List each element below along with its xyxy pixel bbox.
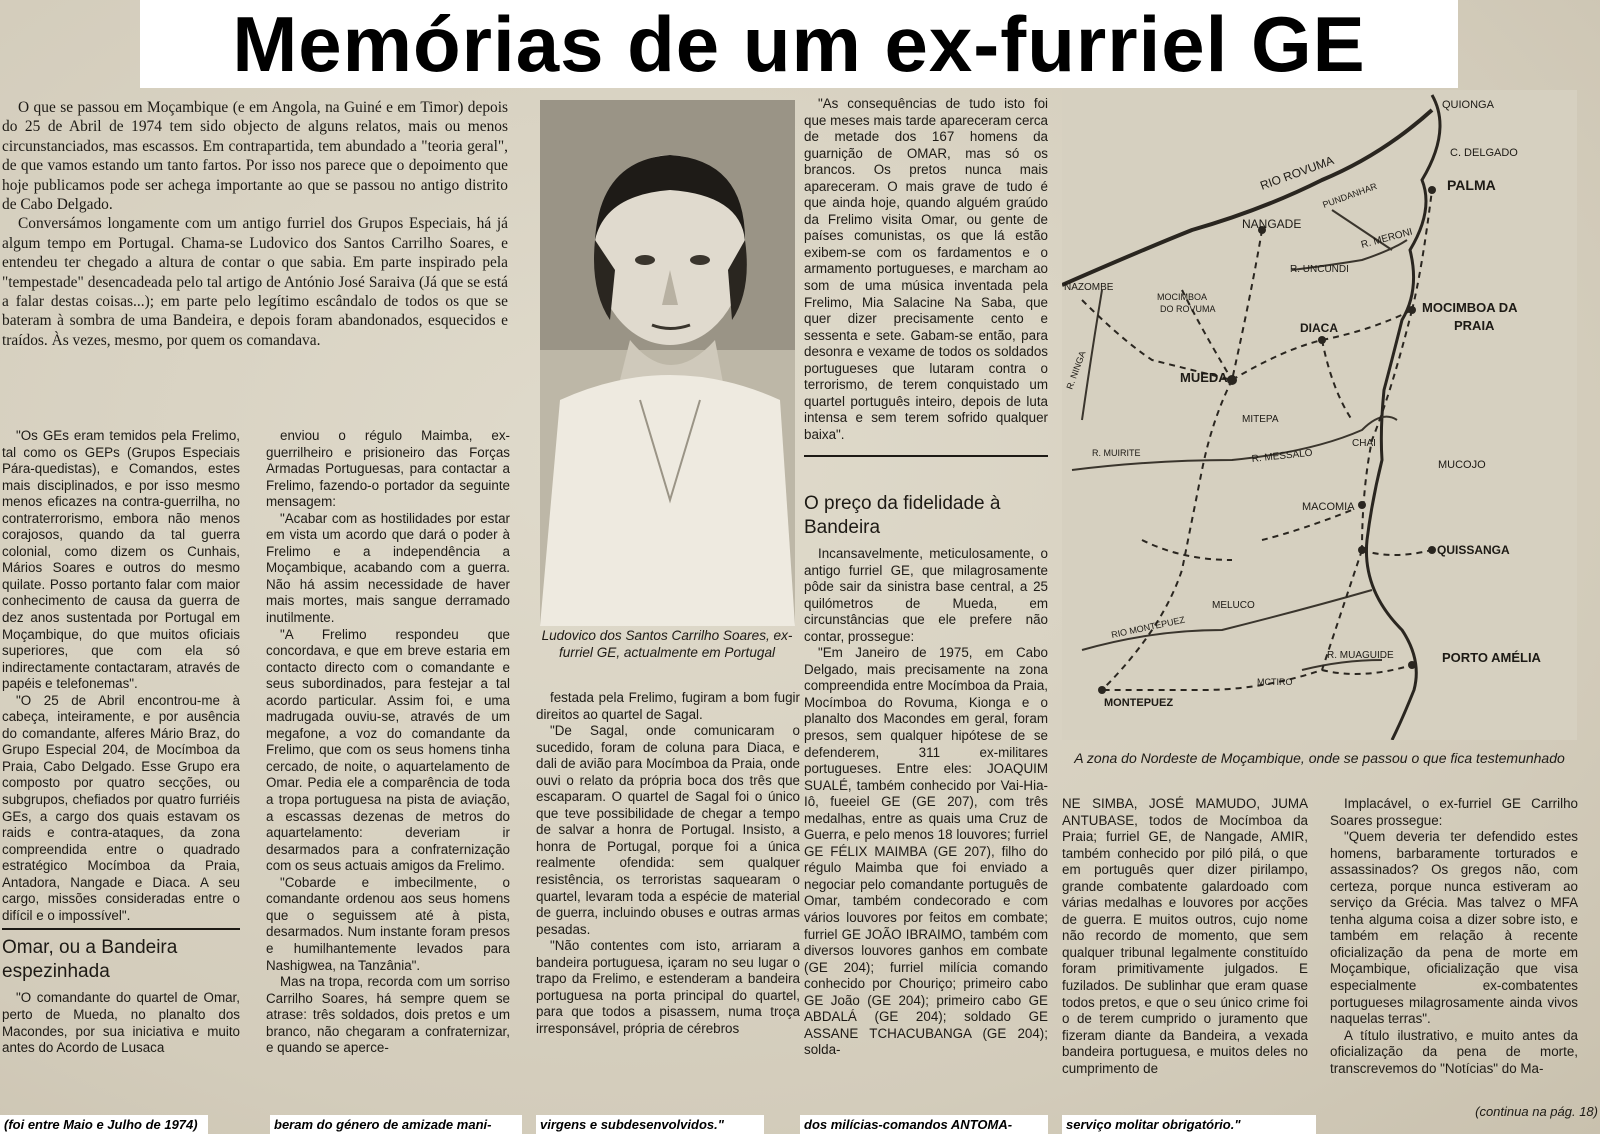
map-label: RIO MONTEPUEZ (1110, 614, 1186, 640)
map-cabo-delgado (1062, 90, 1577, 740)
intro-paragraph: Conversámos longamente com um antigo furriel dos Grupos Especiais, há já algum tempo em Portugal. Chama-se Ludovico dos Santos Carrilho Soares, e entendeu ter chegado a altura de contar o que sabia. Em parte inspirado pela "tempestade" desencadeada pelo tal artigo de António José Saraiva (Já que se está a falar destas coisas...); em parte pelo legítimo escândalo de todos os que se bateram à sombra de uma Bandeira, e depois foram abandonados, esquecidos e traídos. Às vezes, mesmo, por quem os comandava. (2, 215, 508, 349)
body-paragraph: "O comandante do quartel de Omar, perto de Mueda, no planalto dos Macondes, por sua iniciativa e muito antes do Acordo de Lusaca (2, 990, 240, 1056)
footer-caption: serviço molitar obrigatório." (1062, 1115, 1316, 1134)
map-label: PUNDANHAR (1321, 180, 1379, 210)
map-label: R. MUAGUIDE (1327, 650, 1394, 661)
body-paragraph: NE SIMBA, JOSÉ MAMUDO, JUMA ANTUBASE, todos de Mocímboa da Praia; furriel GE, de Nangade, AMIR, também conhecido por piló pilá, o que em português quer dizer pirilampo, grande combatente galardoado com várias medalhas e louvores por acções de guerra. E muitos outros, cujo nome não recordo de momento, que sem qualquer tribunal legalmente constituído foram primitivamente julgados. E fuzilados. De sublinhar que eram quase todos pretos, e que o seu único crime foi o de terem cumprido o juramento que fizeram diante da Bandeira, a vexada bandeira portuguesa, e muitos deles no cumprimento de (1062, 796, 1308, 1076)
body-paragraph: A título ilustrativo, e muito antes da oficialização da pena de morte, transcrevemos do "Notícias" do Ma- (1330, 1027, 1578, 1076)
map-caption: A zona do Nordeste de Moçambique, onde se passou o que fica testemunhado (1074, 750, 1565, 766)
map-label: MELUCO (1212, 600, 1255, 611)
map-label: MUCOJO (1438, 459, 1486, 471)
map-label: MOCIMBOA DA (1422, 300, 1518, 315)
map-illustration (1062, 90, 1577, 740)
map-label: R. UNCUNDI (1290, 264, 1349, 275)
subhead-omar: Omar, ou a Bandeira espezinhada (2, 937, 178, 983)
column-6 (1330, 796, 1578, 1077)
map-label: NANGADE (1242, 217, 1302, 231)
body-paragraph: "Em Janeiro de 1975, em Cabo Delgado, mais precisamente na zona compreendida entre Mocímboa da Praia, Mocímboa do Rovuma, Kionga e o planalto dos Macondes em geral, foram presos, sem qualquer hipótese de se defenderem, 311 ex-militares portugueses. Entre eles: JOAQUIM SUALÉ, também conhecido por Vai-Hia-Iô, fueeiel GE (GE 207), com três medalhas, entre as quais uma Cruz de Guerra, e pelo menos 18 louvores; furriel GE FÉLIX MAIMBA (GE 207), filho do régulo Maimba que foi enviado a negociar pelo comandante português de Omar, também condecorado e com vários louvores por feitos em combate; furriel GE JOÃO IBRAIMO, também com diversos louvores ganhos em combate (GE 204); furriel milícia comando conhecido por Chouriço; primeiro cabo GE João (GE 204); primeiro cabo GE ABDALÁ (GE 204); soldado GE ASSANE TCHACUBANGA (GE 204); solda- (804, 645, 1048, 1058)
headline: Memórias de um ex-furriel GE (140, 0, 1458, 88)
map-label: CHAI (1352, 438, 1376, 449)
body-paragraph: "Os GEs eram temidos pela Frelimo, tal como os GEPs (Grupos Especiais Pára-quedistas), e Comandos, estes mais disciplinados, e por isso mesmo menos eficazes na contra-guerrilha, no contraterrorismo, embora não menos corajosos, quando da tal guerra colonial, como dizem os Cunhais, Mários Soares e outros do mesmo quilate. Posso portanto falar com maior conhecimento de causa da guerra de dez anos sustentada por Portugal em Moçambique, do que muitos oficiais superiores, que com ela só indirectamente contactaram, através de papéis e telefonemas". (2, 428, 240, 692)
map-label: PALMA (1447, 177, 1496, 193)
map-label: MUEDA (1180, 370, 1228, 385)
map-label: MITEPA (1242, 414, 1279, 425)
column-4-top (804, 96, 1048, 457)
column-5 (1062, 796, 1308, 1077)
section-rule (2, 928, 240, 930)
footer-caption: virgens e subdesenvolvidos." (536, 1115, 764, 1134)
map-label: RIO ROVUMA (1258, 153, 1336, 193)
map-label: QUISSANGA (1437, 543, 1510, 557)
column-3 (536, 690, 800, 1037)
footer-caption: beram do género de amizade mani- (270, 1115, 522, 1134)
body-paragraph: Incansavelmente, meticulosamente, o antigo furriel GE, que milagrosamente pôde sair da sinistra base central, a 25 quilómetros de Mueda, em circunstâncias que ele prefere não contar, prossegue: (804, 546, 1048, 644)
footer-caption: dos milícias-comandos ANTOMA- (800, 1115, 1048, 1134)
body-paragraph: "Quem deveria ter defendido estes homens, barbaramente torturados e assassinados? Os gregos não, com certeza, porque nunca estiveram ao serviço da Grécia. Mas talvez o MFA tenha alguma coisa a dizer sobre isto, e também em relação à recente oficialização da pena de morte em Moçambique, oficialização que visa especialmente ex-combatentes portugueses milagrosamente ainda vivos naquelas terras". (1330, 829, 1578, 1027)
subhead-preco: O preço da fidelidade à Bandeira (804, 493, 1001, 538)
map-label: MCTIRO (1257, 677, 1293, 687)
body-paragraph: "Acabar com as hostilidades por estar em vista um acordo que dará o poder à Frelimo e a independência a Moçambique, acabando com a guerra. Não há assim necessidade de haver mais mortes, mais sangue derramado inutilmente. (266, 510, 510, 626)
continuation-note: (continua na pág. 18) (1475, 1104, 1598, 1119)
map-label: R. MESSALO (1251, 447, 1314, 465)
body-paragraph: "O 25 de Abril encontrou-me à cabeça, inteiramente, e por ausência do comandante, alferes Mário Braz, do Grupo Especial 204, de Mocímboa da Praia, Cabo Delgado. Esse Grupo era composto por quatro secções, ou subgrupos, chefiados por quatro furriéis GEs, a cargo dos quais estavam os raids e contra-ataques, da zona compreendida entre o quadrado estratégico Mocímboa da Praia, Antadora, Nangade e Diaca. A seu cargo, missões consideradas entre o difícil e o impossível". (2, 692, 240, 923)
map-label: C. DELGADO (1450, 147, 1518, 159)
section-rule (804, 455, 1048, 457)
map-label: R. MUIRITE (1092, 448, 1141, 458)
map-label: R. MERONI (1359, 226, 1414, 251)
map-label: QUIONGA (1442, 99, 1494, 111)
map-label: MONTEPUEZ (1104, 697, 1174, 709)
map-label: MACOMIA (1302, 501, 1355, 513)
body-paragraph: "Cobarde e imbecilmente, o comandante ordenou aos seus homens que o seguissem até à pista, desarmados. Num instante foram presos e humilhantemente levados para Nashigwea, na Tanzânia". (266, 874, 510, 973)
body-paragraph: "A Frelimo respondeu que concordava, e que em breve estaria em contacto directo com o comandante e seus subordinados, para festejar a tal acordo particular. Assim foi, e uma madrugada ouviu-se, através de um megafone, a voz do comandante da Frelimo, que com os seus homens tinha cercado, de noite, o aquartelamento de Omar. Pedia ele a comparência de toda a tropa portuguesa na pista de aviação, a escassas dezenas de metros do aquartelamento: deveriam ir desarmados para a confraternização com os seus actuais amigos da Frelimo. (266, 626, 510, 874)
map-label: DIACA (1300, 321, 1338, 335)
column-2 (266, 428, 510, 1057)
column-4-bottom (804, 486, 1048, 1059)
body-paragraph: "Não contentes com isto, arriaram a bandeira portuguesa, içaram no seu lugar o trapo da Frelimo, e estenderam a bandeira portuguesa na porta principal do quartel, para que todos a pisassem, numa troça irresponsável, própria de cérebros (536, 938, 800, 1036)
body-paragraph: "De Sagal, onde comunicaram o sucedido, foram de coluna para Diaca, e dali de avião para Mocímboa da Praia, onde ouvi o relato da própria boca dos três que escaparam. O quartel de Sagal foi o único que teve possibilidade de chegar a tempo de salvar a honra de Portugal. Insisto, a honra de Portugal, porque foi a única realmente ofendida: sem qualquer resistência, os terroristas saquearam o quartel, levaram toda a espécie de material de guerra, incluindo obuses e outras armas pesadas. (536, 723, 800, 937)
portrait-photo (540, 100, 795, 626)
intro-paragraph: O que se passou em Moçambique (e em Angola, na Guiné e em Timor) depois do 25 de Abril de 1974 tem sido objecto de alguns relatos, mais ou menos circunstanciados, mas escassos. Em contrapartida, tem abundado a "teoria geral", de que vamos estando um tanto fartos. Por isso nos parece que o depoimento que hoje publicamos pode ser achega importante ao que se passou no antigo distrito de Cabo Delgado. (2, 99, 508, 214)
map-label: PORTO AMÉLIA (1442, 650, 1541, 665)
map-label: PRAIA (1454, 318, 1495, 333)
body-paragraph: enviou o régulo Maimba, ex-guerrilheiro e prisioneiro das Forças Armadas Portuguesas, para contactar a Frelimo, fazendo-o portador da seguinte mensagem: (266, 428, 510, 510)
map-label: NAZOMBE (1064, 282, 1114, 293)
intro-block (2, 98, 508, 350)
photo-caption: Ludovico dos Santos Carrilho Soares, ex-furriel GE, actualmente em Portugal (541, 628, 793, 660)
column-1 (2, 428, 240, 1057)
portrait-illustration (540, 100, 795, 626)
body-paragraph: festada pela Frelimo, fugiram a bom fugir direitos ao quartel de Sagal. (536, 690, 800, 722)
body-paragraph: Implacável, o ex-furriel GE Carrilho Soares prossegue: (1330, 796, 1578, 828)
map-label: R. NINGA (1064, 349, 1088, 391)
map-label: DO ROVUMA (1160, 304, 1216, 314)
map-label: MOCIMBOA (1157, 292, 1208, 302)
body-paragraph: Mas na tropa, recorda com um sorriso Carrilho Soares, há sempre quem se atrase: três soldados, dois pretos e um branco, não chegaram a confraternizar, e quando se aperce- (266, 974, 510, 1056)
footer-caption: (foi entre Maio e Julho de 1974) (0, 1115, 208, 1134)
body-paragraph: "As consequências de tudo isto foi que meses mais tarde apareceram cerca de metade dos 167 homens da guarnição de OMAR, mas só os brancos. Os pretos nunca mais apareceram. O mais grave de tudo é que ainda hoje, quando alguém graúdo da Frelimo visita Omar, ou gente de países comunistas, os que lá estão exibem-se com os fardamentos e o armamento portugueses, e marcham ao som de uma música inventada pela Frelimo, Mia Salacine Na Saba, que quer dizer precisamente cento e sessenta e sete. Gabam-se então, para desonra e vexame de todos os soldados portugueses que lutaram contra o terrorismo, de terem conquistado um quartel português inteiro, depois de luta intensa e sem terem sofrido qualquer baixa". (804, 96, 1048, 442)
